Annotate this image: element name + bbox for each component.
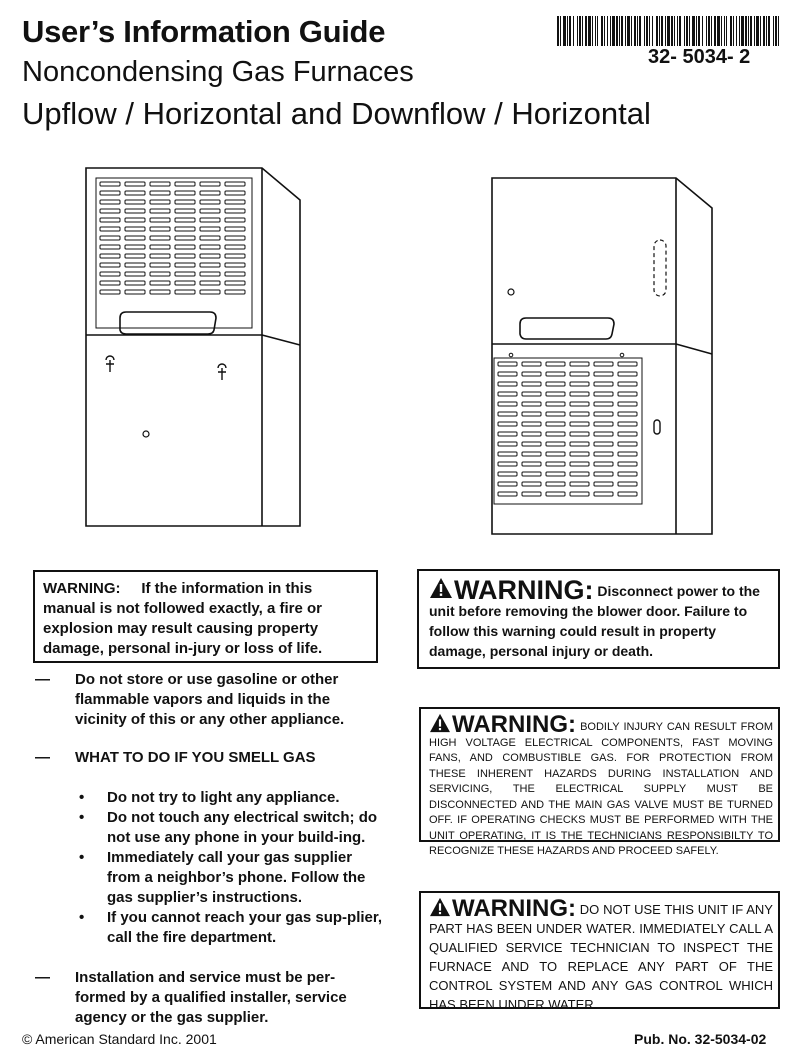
bullet-marker: • bbox=[79, 909, 85, 926]
bullet-item bbox=[35, 788, 385, 808]
bullet-text: Do not touch any electrical switch; do not use any phone in your build-ing. bbox=[107, 809, 378, 846]
instruction-item bbox=[35, 968, 385, 1028]
fire-explosion-warning-box bbox=[33, 570, 378, 663]
warning-label: WARNING: bbox=[43, 580, 121, 597]
warning-label: WARNING: bbox=[454, 575, 594, 605]
publication-number: Pub. No. 32-5034-02 bbox=[634, 1031, 767, 1047]
electrical-hazard-warning-box bbox=[419, 707, 780, 857]
bullet-marker: • bbox=[79, 789, 85, 806]
document-number: 32- 5034- 2 bbox=[648, 46, 751, 68]
warning-triangle-icon bbox=[429, 897, 451, 917]
page-title: User’s Information Guide bbox=[22, 14, 386, 49]
warning-text: If the information in this manual is not followed exactly, a fire or explosion may result causing property damage, personal in-jury or loss of life. bbox=[43, 580, 323, 657]
bullet-marker: • bbox=[79, 849, 85, 866]
copyright: © American Standard Inc. 2001 bbox=[22, 1031, 217, 1047]
warning-label: WARNING: bbox=[452, 895, 576, 922]
bullet-text: Immediately call your gas supplier from a neighbor’s phone. Follow the gas supplier’s instructions. bbox=[107, 849, 366, 906]
water-damage-warning-box bbox=[419, 891, 780, 1012]
instruction-item bbox=[35, 670, 385, 730]
subtitle-line-1: Noncondensing Gas Furnaces bbox=[22, 56, 414, 88]
instruction-heading: WHAT TO DO IF YOU SMELL GAS bbox=[75, 749, 316, 766]
downflow-furnace-illustration bbox=[492, 178, 712, 534]
dash-marker: — bbox=[35, 749, 50, 766]
warning-triangle-icon bbox=[429, 577, 453, 599]
upflow-furnace-illustration bbox=[86, 168, 300, 526]
subtitle-line-2: Upflow / Horizontal and Downflow / Horizontal bbox=[22, 96, 651, 131]
warning-triangle-icon bbox=[429, 713, 451, 733]
dash-marker: — bbox=[35, 969, 50, 986]
bullet-item bbox=[35, 848, 385, 908]
instruction-item bbox=[35, 748, 385, 768]
warning-text: Disconnect power to the unit before removing the blower door. Failure to follow this warning could result in property damage, personal injury or death. bbox=[429, 583, 760, 659]
instruction-text: Do not store or use gasoline or other flammable vapors and liquids in the vicinity of this or any other appliance. bbox=[75, 671, 345, 728]
warning-text: BODILY INJURY CAN RESULT FROM HIGH VOLTAGE ELECTRICAL COMPONENTS, FAST MOVING FANS, AND COMBUSTIBLE GAS. FOR PROTECTION FROM THESE INHERENT HAZARDS DURING INSTALLATION AND SERVICING, THE ELECTRICAL SUPPLY MUST BE DISCONNECTED AND THE MAIN GAS VALVE MUST BE TURNED OFF. IF OPERATING CHECKS MUST BE PERFORMED WITH THE UNIT OPERATING, IT IS THE TECHNICIANS RESPONSIBILTY TO RECOGNIZE THESE HAZARDS AND PROCEED SAFELY. bbox=[429, 721, 773, 857]
blower-door-warning-box bbox=[417, 569, 780, 669]
bullet-marker: • bbox=[79, 809, 85, 826]
bullet-text: If you cannot reach your gas sup-plier, call the fire department. bbox=[107, 909, 383, 946]
warning-text: DO NOT USE THIS UNIT IF ANY PART HAS BEEN UNDER WATER. IMMEDIATELY CALL A QUALIFIED SERVICE TECHNICIAN TO INSPECT THE FURNACE AND TO REPLACE ANY PART OF THE CONTROL SYSTEM AND ANY GAS CONTROL WHICH HAS BEEN UNDER WATER. bbox=[429, 902, 773, 1012]
bullet-item bbox=[35, 808, 385, 848]
warning-label: WARNING: bbox=[452, 711, 576, 738]
instruction-text: Installation and service must be per-formed by a qualified installer, service agency or the gas supplier. bbox=[75, 969, 347, 1026]
bullet-item bbox=[35, 908, 385, 948]
dash-marker: — bbox=[35, 671, 50, 688]
gas-safety-instructions bbox=[35, 670, 385, 1046]
bullet-text: Do not try to light any appliance. bbox=[107, 789, 340, 806]
